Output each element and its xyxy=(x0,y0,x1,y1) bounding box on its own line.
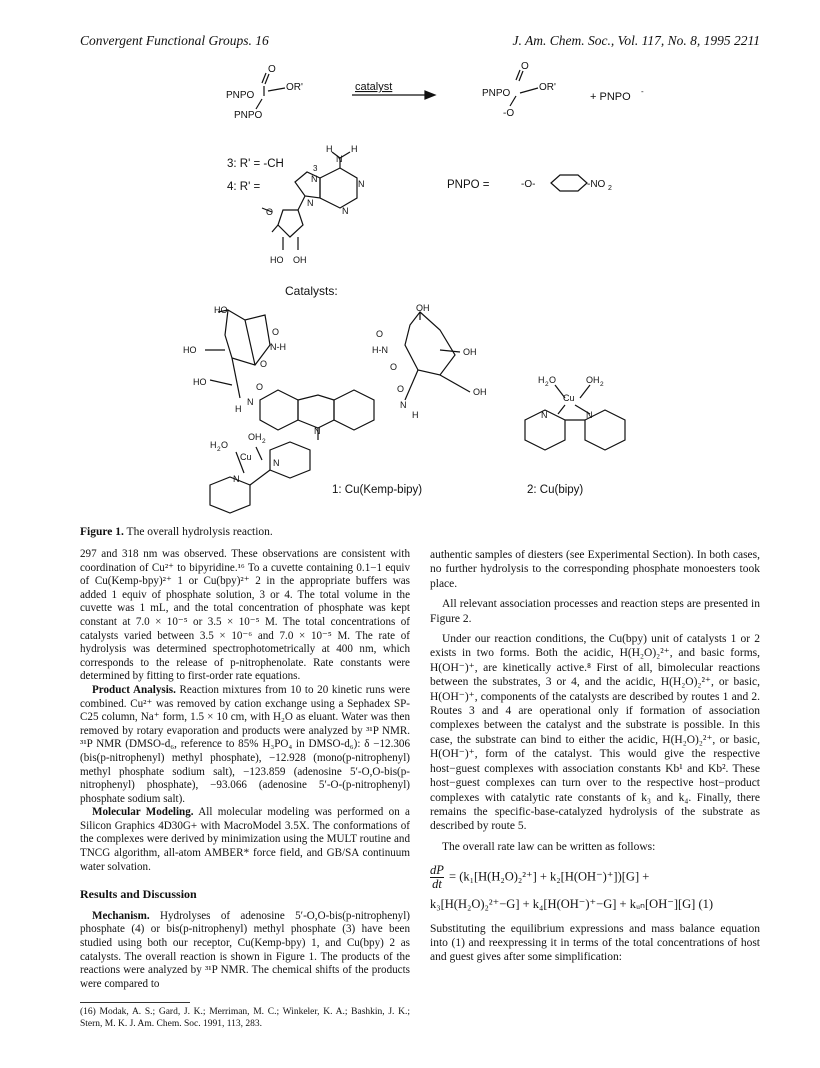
mechanism-text: Hydrolyses of adenosine 5′-O,O-bis(p-nitrophenyl) phosphate (4) or bis(p-nitrophenyl) methyl phosphate (3) have been studied using both our receptor, Cu(Kemp-bpy) 1, and Cu(bpy) 2 as catalysts. The overall reaction is shown in Figure 1. The products of the reactions were analyzed by ³¹P NMR. The chemical shifts of the products were compared to xyxy=(80,909,410,990)
paragraph-rate-law-intro: The overall rate law can be written as follows: xyxy=(442,840,656,853)
cat2-water-o: O xyxy=(549,375,557,385)
ribose-o: O xyxy=(266,207,274,217)
reactant-pnpo-bottom: PNPO xyxy=(234,110,263,121)
cat2-oh2: OH xyxy=(586,375,600,385)
catalysts-title: Catalysts: xyxy=(285,284,338,298)
cat1-bpy-n1: N xyxy=(273,458,280,468)
runin-molecular-modeling: Molecular Modeling. xyxy=(92,806,194,819)
cat1-amide-n-right: N xyxy=(400,400,407,410)
cat1-o4: O xyxy=(376,329,384,339)
pnpo-nitro-sub: 2 xyxy=(608,185,612,192)
left-column xyxy=(80,548,410,991)
cat2-copper: Cu xyxy=(563,393,575,403)
cat1-amide-h-left: H xyxy=(235,404,242,414)
reactant-oxo: O xyxy=(268,64,276,75)
cat1-oh-right1: OH xyxy=(463,347,477,357)
product-analysis-text: Reaction mixtures from 10 to 20 kinetic runs were combined. Cu²⁺ was removed by cation exchange using a Sephadex SP-C25 column, Na⁺ form, 1.5 × 10 cm, with H₂O as eluant. Water was then removed by rotary evaporation and products were analyzed by ³¹P NMR. ³¹P NMR (DMSO-d₆, reference to 85% H₃PO₄ in DMSO-d₆): δ −12.306 (bis(p-nitrophenyl) methyl phosphate), −12.928 (mono(p-nitrophenyl) methyl phosphate sodium salt), −123.859 (adenosine 5′-O,O-bis(p-nitrophenyl) phosphate), −93.066 (adenosine 5′-O-(p-nitrophenyl) phosphate sodium salt). xyxy=(80,683,410,805)
paragraph-substitution: Substituting the equilibrium expressions and mass balance equation into (1) and reexpressing it in terms of the total concentrations of host and guest gives after some simplification: xyxy=(430,922,760,964)
product-or: OR' xyxy=(539,82,556,93)
adenine-n7: N xyxy=(311,174,318,184)
cat1-water-o: O xyxy=(221,440,229,450)
equation-line-1: = (k₁[H(H₂O)₂²⁺] + k₂[H(OH⁻)⁺])[G] + xyxy=(449,869,650,884)
reactant-or: OR' xyxy=(286,82,303,93)
adenine-n3: N xyxy=(342,206,349,216)
cat1-o5: O xyxy=(390,362,398,372)
footnote-rule xyxy=(80,1002,190,1003)
cat1-ho-bot: HO xyxy=(193,377,207,387)
paragraph-association: All relevant association processes and reaction steps are presented in Figure 2. xyxy=(430,598,760,625)
paragraph-reaction-conditions: Under our reaction conditions, the Cu(bpy) unit of catalysts 1 or 2 exists in two forms. Both the acidic, H(H₂O)₂²⁺, and basic forms, H(OH⁻)⁺, are kinetically active.⁸ First of all, bimolecular reactions between the substrates, 3 or 4, and the acidic, H(H₂O)₂²⁺, or basic, H(OH⁻)⁺, components of the catalysts are described by routes 1 and 2. Routes 3 and 4 are operational only if formation of association complexes between the catalyst and the substrate is possible. In this case, the substrate can bind to either the acidic, H(H₂O)₂²⁺, or basic, H(OH⁻)⁺, form of the catalyst. This would give the respective host−guest complexes with association constants Kb¹ and Kb². These host−guest complexes can turn over to the respective host−product complexes with catalytic rate constants of k₃ and k₄. Finally, there remains the specific-base-catalyzed hydrolysis of the substrate as described by route 5. xyxy=(430,633,760,833)
cat1-oh2-sub: 2 xyxy=(262,438,266,445)
running-header-left: Convergent Functional Groups. 16 xyxy=(80,33,269,48)
product-pnpo-anion-charge: - xyxy=(641,87,644,96)
cat1-imide-nh: N-H xyxy=(270,342,286,352)
paragraph-mechanism xyxy=(80,910,410,992)
equation-1 xyxy=(430,864,760,911)
adenine-h1: H xyxy=(326,144,333,154)
figure-caption-text: The overall hydrolysis reaction. xyxy=(126,526,273,538)
adenine-h2: H xyxy=(351,144,358,154)
product-pnpo: PNPO xyxy=(482,88,511,99)
cat1-ho-top: HO xyxy=(214,305,228,315)
molecular-modeling-text: All molecular modeling was performed on a Silicon Graphics 4D30G+ with MacroModel 3.5X. The conformations of the complexes were derived by minimization using the MULT routine and TNCG algorithm, all-atom AMBER* force field, and GB/SA continuum water solvation. xyxy=(80,806,410,873)
arrow-label: catalyst xyxy=(355,81,393,93)
reactant-pnpo-top: PNPO xyxy=(226,90,255,101)
cat2-bpy-n1: N xyxy=(541,410,548,420)
cat1-water-h-sub: 2 xyxy=(217,446,221,453)
figure-caption xyxy=(80,526,760,538)
product-pnpo-anion: + PNPO xyxy=(590,91,631,103)
pnpo-definition: PNPO = xyxy=(447,179,490,191)
cat2-oh2-sub: 2 xyxy=(600,381,604,388)
cat1-o3: O xyxy=(256,382,264,392)
equation-numerator: dP xyxy=(430,863,444,878)
pnpo-nitro: -NO xyxy=(587,179,606,190)
cat1-carbazole-n: N xyxy=(314,426,321,436)
figure-1-reaction-scheme xyxy=(0,0,820,520)
compound-3-label: 3: R' = -CH xyxy=(227,158,284,170)
product-o-minus: -O xyxy=(503,108,515,119)
cat1-ho-mid: HO xyxy=(183,345,197,355)
cat1-o1: O xyxy=(272,327,280,337)
product-oxo: O xyxy=(521,61,529,72)
equation-denominator: dt xyxy=(432,877,442,892)
ribose-oh: OH xyxy=(293,255,307,265)
cat1-amide-n-left: N xyxy=(247,397,254,407)
cat1-bpy-n2: N xyxy=(233,474,240,484)
pnpo-oxygen: -O- xyxy=(521,179,536,190)
compound-4-label: 4: R' = xyxy=(227,181,261,193)
paragraph-uv-kinetics: 297 and 318 nm was observed. These observations are consistent with coordination of Cu²⁺ to bipyridine.¹⁶ To a cuvette containing 0.1−1 equiv of Cu(Kemp-bpy)²⁺ 1 or Cu(bpy)²⁺ 2 in the appropriate buffers was added 1 equiv of phosphate solution, 3 or 4. The total volume in the cuvette was 1 mL, and the total concentration of phosphate was kept constant at 7.0 × 10⁻⁵ or 3.5 × 10⁻⁵ M. The total concentrations of catalysts varied between 3.5 × 10⁻⁶ and 7.0 × 10⁻⁵ M. The rate of hydrolysis was determined spectrophotometrically at 400 nm, which corresponds to the release of p-nitrophenolate. Rate constants were determined by fitting to first-order rate equations. xyxy=(80,548,410,683)
cat1-oh-top: OH xyxy=(416,303,430,313)
right-column xyxy=(430,548,760,965)
equation-line-2: k₃[H(H₂O)₂²⁺−G] + k₄[H(OH⁻)⁺−G] + kᵤₙ[OH⁻][G] (1) xyxy=(430,897,714,912)
section-heading-results: Results and Discussion xyxy=(80,887,197,902)
cat1-oh2: OH xyxy=(248,432,262,442)
footnote-16: (16) Modak, A. S.; Gard, J. K.; Merriman, M. C.; Winkeler, K. A.; Bashkin, J. K.; Stern, M. K. J. Am. Chem. Soc. 1991, 113, 283. xyxy=(80,1007,410,1029)
cat2-water-h: H xyxy=(538,375,545,385)
cat1-amide-h-right: H xyxy=(412,410,419,420)
running-header-right: J. Am. Chem. Soc., Vol. 117, No. 8, 1995 2211 xyxy=(512,33,760,48)
catalyst-1-label: 1: Cu(Kemp-bipy) xyxy=(332,484,423,496)
cat1-water-h: H xyxy=(210,440,217,450)
adenine-nh2-n: N xyxy=(336,154,343,164)
cat1-oh-right2: OH xyxy=(473,387,487,397)
runin-mechanism: Mechanism. xyxy=(92,909,150,922)
compound-3-label-sub: 3 xyxy=(313,164,318,173)
cat1-o6: O xyxy=(397,384,405,394)
runin-product-analysis: Product Analysis. xyxy=(92,683,176,696)
equation-fraction xyxy=(430,864,444,891)
cat1-imide-hn: H-N xyxy=(372,345,388,355)
adenine-n9: N xyxy=(307,198,314,208)
figure-caption-label: Figure 1. xyxy=(80,526,124,538)
cat1-copper: Cu xyxy=(240,452,252,462)
paragraph-authentic-samples: authentic samples of diesters (see Experimental Section). In both cases, no further hydrolysis to the corresponding phosphate monoesters took place. xyxy=(430,549,760,590)
paragraph-molecular-modeling xyxy=(80,806,410,874)
catalyst-2-label: 2: Cu(bipy) xyxy=(527,484,584,496)
cat1-o2: O xyxy=(260,359,268,369)
cat2-water-h-sub: 2 xyxy=(545,381,549,388)
adenine-n1: N xyxy=(358,179,365,189)
cat2-bpy-n2: N xyxy=(586,410,593,420)
paragraph-product-analysis xyxy=(80,684,410,806)
ribose-ho: HO xyxy=(270,255,284,265)
